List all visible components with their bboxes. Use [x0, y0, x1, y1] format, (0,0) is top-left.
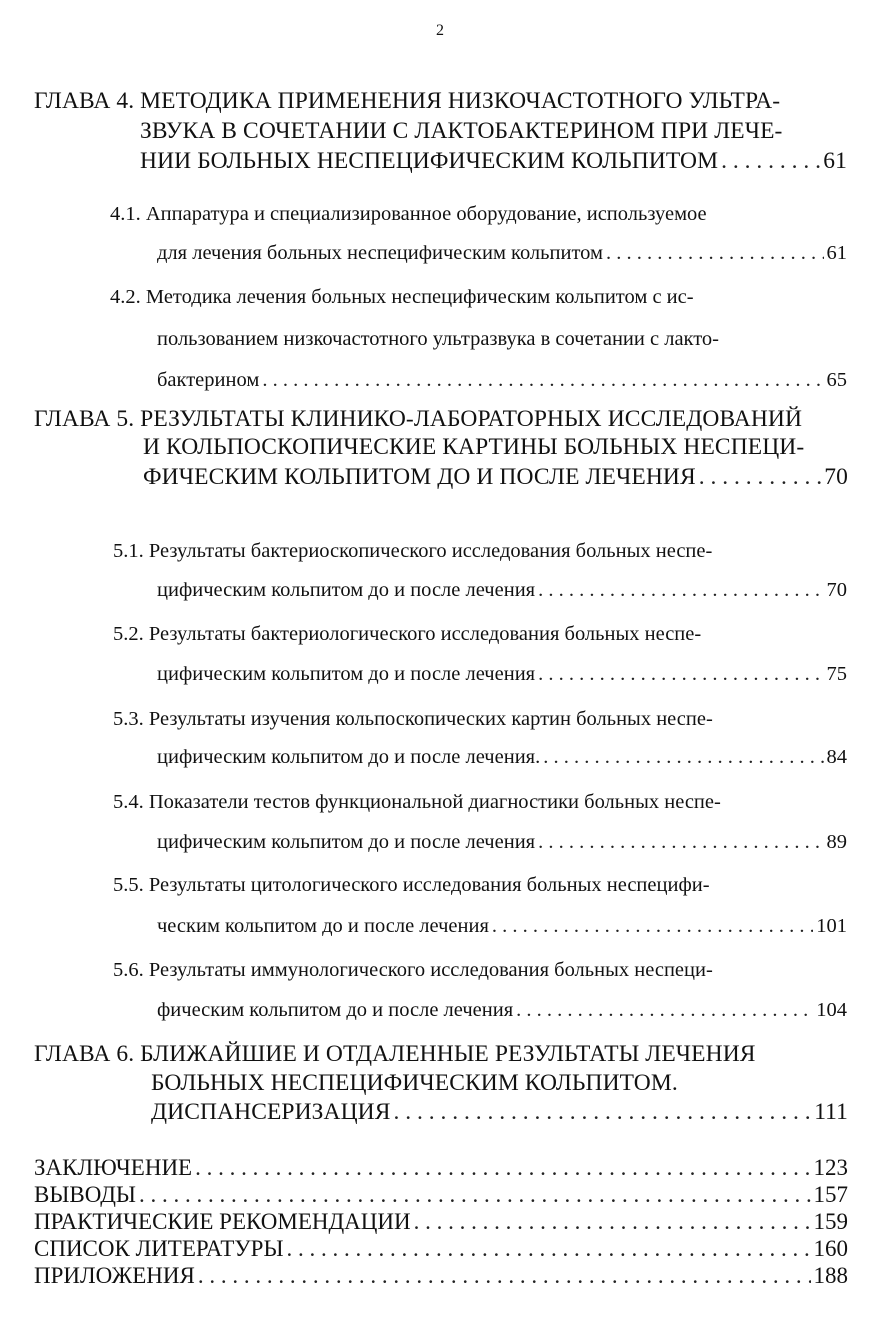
dot-leader: [543, 743, 823, 771]
dot-leader: [394, 1097, 812, 1127]
section-5-5-line2: ческим кольпитом до и после лечения: [157, 915, 489, 937]
section-5-2-line1: 5.2. Результаты бактериологического исследования больных неспе-: [113, 623, 702, 645]
section-5-1-line1: 5.1. Результаты бактериоскопического исследования больных неспе-: [113, 540, 713, 562]
dot-leader: [262, 366, 823, 394]
section-4-1-line1: 4.1. Аппаратура и специализированное оборудование, используемое: [110, 203, 707, 225]
toc-entry-recommendations[interactable]: [34, 1208, 848, 1235]
page-ref: 104: [816, 999, 847, 1021]
dot-leader: [516, 996, 813, 1024]
page-ref: 188: [813, 1263, 848, 1288]
toc-entry-chapter6[interactable]: [151, 1097, 848, 1127]
toc-entry-conclusion[interactable]: [34, 1154, 848, 1181]
dot-leader: [538, 828, 823, 856]
entry-title: ПРАКТИЧЕСКИЕ РЕКОМЕНДАЦИИ: [34, 1209, 411, 1234]
dot-leader: [414, 1208, 811, 1235]
toc-entry-appendices[interactable]: [34, 1262, 848, 1289]
section-5-3-line2: цифическим кольпитом до и после лечения.: [157, 746, 541, 768]
section-4-2-line3: бактерином: [157, 369, 260, 391]
dot-leader: [606, 239, 824, 267]
entry-title: ВЫВОДЫ: [34, 1182, 136, 1207]
toc-entry-5-2[interactable]: [157, 660, 847, 688]
page-ref: 157: [813, 1182, 848, 1207]
page-ref: 123: [813, 1155, 848, 1180]
chapter5-title-line3: ФИЧЕСКИМ КОЛЬПИТОМ ДО И ПОСЛЕ ЛЕЧЕНИЯ: [143, 464, 696, 490]
page-number: 2: [436, 22, 444, 39]
entry-title: СПИСОК ЛИТЕРАТУРЫ: [34, 1236, 284, 1261]
section-5-4-line1: 5.4. Показатели тестов функциональной диагностики больных неспе-: [113, 791, 721, 813]
dot-leader: [699, 462, 822, 492]
toc-entry-5-4[interactable]: [157, 828, 847, 856]
toc-entry-chapter4[interactable]: [140, 146, 847, 176]
toc-entry-4-1[interactable]: [157, 239, 847, 267]
section-5-3-line1: 5.3. Результаты изучения кольпоскопических картин больных неспе-: [113, 708, 713, 730]
toc-entry-5-3[interactable]: [157, 743, 847, 771]
page-ref: 89: [826, 831, 847, 853]
page-ref: 101: [816, 915, 847, 937]
dot-leader: [721, 146, 820, 176]
dot-leader: [538, 660, 823, 688]
page-ref: 159: [813, 1209, 848, 1234]
page-ref: 65: [826, 369, 847, 391]
section-5-6-line1: 5.6. Результаты иммунологического исследования больных неспеци-: [113, 959, 713, 981]
page-ref: 61: [823, 148, 847, 174]
section-5-5-line1: 5.5. Результаты цитологического исследования больных неспецифи-: [113, 874, 710, 896]
section-4-1-line2: для лечения больных неспецифическим кольпитом: [157, 242, 603, 264]
dot-leader: [139, 1181, 811, 1208]
page-ref: 160: [813, 1236, 848, 1261]
chapter5-title-line1: ГЛАВА 5. РЕЗУЛЬТАТЫ КЛИНИКО-ЛАБОРАТОРНЫХ ИССЛЕДОВАНИЙ: [34, 406, 803, 432]
chapter6-title-line3: ДИСПАНСЕРИЗАЦИЯ: [151, 1099, 391, 1125]
page-ref: 70: [824, 464, 848, 490]
section-5-2-line2: цифическим кольпитом до и после лечения: [157, 663, 536, 685]
toc-entry-references[interactable]: [34, 1235, 848, 1262]
section-4-2-line1: 4.2. Методика лечения больных неспецифическим кольпитом с ис-: [110, 286, 694, 308]
section-5-6-line2: фическим кольпитом до и после лечения: [157, 999, 514, 1021]
section-5-4-line2: цифическим кольпитом до и после лечения: [157, 831, 536, 853]
page-ref: 111: [814, 1099, 848, 1125]
toc-entry-5-1[interactable]: [157, 576, 847, 604]
section-4-2-line2: пользованием низкочастотного ультразвука в сочетании с лакто-: [157, 328, 719, 350]
entry-title: ЗАКЛЮЧЕНИЕ: [34, 1155, 193, 1180]
chapter4-title-line3: НИИ БОЛЬНЫХ НЕСПЕЦИФИЧЕСКИМ КОЛЬПИТОМ: [140, 148, 719, 174]
chapter6-title-line1: ГЛАВА 6. БЛИЖАЙШИЕ И ОТДАЛЕННЫЕ РЕЗУЛЬТАТЫ ЛЕЧЕНИЯ: [34, 1041, 756, 1067]
chapter6-title-line2: БОЛЬНЫХ НЕСПЕЦИФИЧЕСКИМ КОЛЬПИТОМ.: [151, 1070, 678, 1096]
entry-title: ПРИЛОЖЕНИЯ: [34, 1263, 195, 1288]
toc-entry-conclusions[interactable]: [34, 1181, 848, 1208]
chapter4-title-line2: ЗВУКА В СОЧЕТАНИИ С ЛАКТОБАКТЕРИНОМ ПРИ ЛЕЧЕ-: [140, 118, 783, 144]
dot-leader: [287, 1235, 811, 1262]
dot-leader: [195, 1154, 810, 1181]
section-5-1-line2: цифическим кольпитом до и после лечения: [157, 579, 536, 601]
page-ref: 84: [826, 746, 847, 768]
page-ref: 75: [826, 663, 847, 685]
toc-entry-5-5[interactable]: [157, 912, 847, 940]
dot-leader: [538, 576, 823, 604]
dot-leader: [198, 1262, 811, 1289]
toc-entry-5-6[interactable]: [157, 996, 847, 1024]
chapter4-title-line1: ГЛАВА 4. МЕТОДИКА ПРИМЕНЕНИЯ НИЗКОЧАСТОТНОГО УЛЬТРА-: [34, 88, 781, 114]
page-ref: 61: [826, 242, 847, 264]
toc-entry-chapter5[interactable]: [143, 462, 848, 492]
chapter5-title-line2: И КОЛЬПОСКОПИЧЕСКИЕ КАРТИНЫ БОЛЬНЫХ НЕСПЕЦИ-: [143, 434, 805, 460]
toc-entry-4-2[interactable]: [157, 366, 847, 394]
page-ref: 70: [826, 579, 847, 601]
dot-leader: [492, 912, 813, 940]
